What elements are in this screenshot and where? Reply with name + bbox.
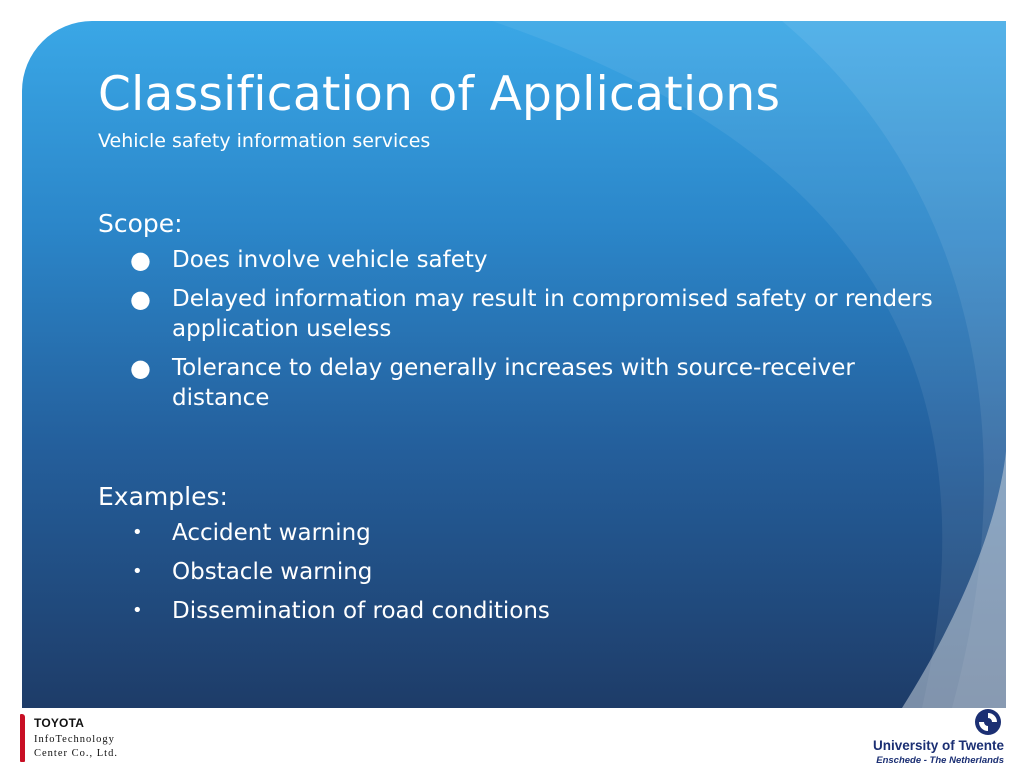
twente-emblem-icon — [974, 708, 1002, 736]
bullet-icon: ● — [130, 354, 151, 382]
logo-line-1: TOYOTA — [34, 716, 85, 730]
bullet-icon: • — [132, 600, 143, 621]
logo-mark-icon — [20, 714, 25, 762]
scope-list — [98, 245, 948, 413]
logo-line-1: University of Twente — [872, 738, 1004, 753]
university-of-twente-logo — [844, 706, 1004, 766]
spacer — [98, 422, 948, 482]
list-item-text: Accident warning — [172, 520, 371, 546]
scope-label: Scope: — [98, 209, 183, 238]
slide-panel — [22, 21, 1006, 708]
list-item — [98, 596, 948, 626]
list-item — [98, 284, 948, 344]
slide-title: Classification of Applications — [98, 67, 781, 122]
list-item — [98, 245, 948, 275]
list-item — [98, 557, 948, 587]
slide-subtitle: Vehicle safety information services — [98, 130, 431, 152]
list-item — [98, 518, 948, 548]
toyota-infotechnology-logo — [20, 712, 160, 764]
bullet-icon: • — [132, 561, 143, 582]
logo-line-3: Center Co., Ltd. — [34, 748, 118, 759]
list-item-text: Obstacle warning — [172, 559, 373, 585]
bullet-icon: ● — [130, 246, 151, 274]
bullet-icon: ● — [130, 285, 151, 313]
examples-list — [98, 518, 948, 626]
list-item — [98, 353, 948, 413]
slide-content — [98, 209, 948, 635]
list-item-text: Does involve vehicle safety — [172, 247, 488, 273]
logo-line-2: Enschede - The Netherlands — [876, 755, 1004, 766]
examples-label: Examples: — [98, 482, 228, 511]
logo-line-2: InfoTechnology — [34, 734, 115, 745]
list-item-text: Delayed information may result in compromised safety or renders application useless — [172, 286, 933, 342]
bullet-icon: • — [132, 522, 143, 543]
list-item-text: Dissemination of road conditions — [172, 598, 550, 624]
list-item-text: Tolerance to delay generally increases with source-receiver distance — [172, 355, 855, 411]
